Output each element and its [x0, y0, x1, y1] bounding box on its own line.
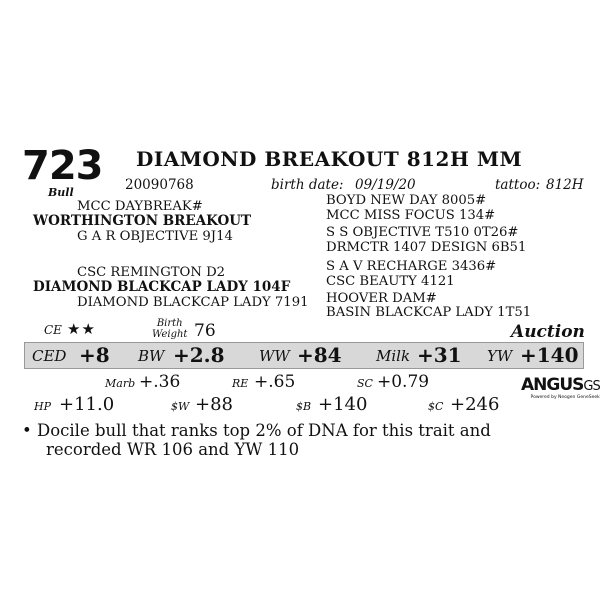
ced-label: CED: [32, 347, 67, 365]
sc-value: +0.79: [377, 372, 430, 392]
footnote: [22, 421, 491, 459]
marb-label: Marb: [105, 377, 136, 390]
b-index-value: +140: [318, 394, 368, 415]
ww-value: +84: [297, 343, 342, 367]
c-index-value: +246: [450, 394, 500, 415]
birth-date-label: birth date:: [271, 177, 344, 193]
pedigree-right-line: DRMCTR 1407 DESIGN 6B51: [326, 240, 527, 255]
c-index-label: $C: [428, 400, 444, 413]
sale-label: Auction: [511, 322, 585, 342]
re-label: RE: [232, 377, 249, 390]
lot-number: 723: [22, 143, 103, 189]
pedigree-right-line: S S OBJECTIVE T510 0T26#: [326, 225, 519, 240]
pedigree-right-line: S A V RECHARGE 3436#: [326, 259, 497, 274]
birth-weight-label-line2: Weight: [152, 329, 188, 340]
angus-logo-suffix: GS: [583, 379, 600, 394]
ce-label: CE: [44, 323, 62, 337]
animal-name: DIAMOND BREAKOUT 812H MM: [136, 147, 523, 171]
tattoo-label: tattoo:: [495, 177, 541, 193]
birth-weight-value: 76: [194, 321, 216, 341]
pedigree-right-line: HOOVER DAM#: [326, 291, 437, 306]
w-index-label: $W: [171, 400, 190, 413]
ce-stars: ★★: [67, 320, 96, 338]
yw-label: YW: [487, 347, 513, 365]
dam: DIAMOND BLACKCAP LADY 104F: [33, 279, 291, 295]
hp-value: +11.0: [59, 394, 115, 415]
sc-label: SC: [357, 377, 373, 390]
bw-label: BW: [138, 347, 165, 365]
yw-value: +140: [520, 343, 579, 367]
footnote-bullet: •: [22, 421, 32, 440]
footnote-line2: recorded WR 106 and YW 110: [46, 440, 300, 459]
angus-logo-tagline: Powered by Neogen GeneSeek: [530, 395, 600, 400]
tattoo: 812H: [546, 177, 584, 193]
milk-label: Milk: [376, 347, 411, 365]
birth-weight-label-line1: Birth: [156, 318, 183, 329]
birth-weight-label: [152, 318, 187, 340]
sire-sire: MCC DAYBREAK#: [77, 199, 203, 214]
ww-label: WW: [259, 347, 290, 365]
sire-dam: G A R OBJECTIVE 9J14: [77, 229, 233, 244]
w-index-value: +88: [195, 394, 233, 415]
dam-dam: DIAMOND BLACKCAP LADY 7191: [77, 295, 309, 310]
category-label: Bull: [48, 186, 74, 199]
birth-date: 09/19/20: [355, 177, 416, 193]
pedigree-right-line: MCC MISS FOCUS 134#: [326, 208, 496, 223]
milk-value: +31: [417, 343, 462, 367]
marb-value: +.36: [139, 372, 181, 392]
angus-logo-word: ANGUS: [521, 375, 584, 395]
dam-sire: CSC REMINGTON D2: [77, 265, 226, 280]
footnote-line1: Docile bull that ranks top 2% of DNA for this trait and: [36, 421, 491, 440]
pedigree-right-line: CSC BEAUTY 4121: [326, 274, 455, 289]
angus-gs-logo: [521, 375, 600, 400]
pedigree-right-line: BASIN BLACKCAP LADY 1T51: [326, 305, 532, 320]
b-index-label: $B: [296, 400, 312, 413]
hp-label: HP: [34, 400, 51, 413]
bw-value: +2.8: [173, 343, 225, 367]
registration-number: 20090768: [125, 177, 194, 193]
sire: WORTHINGTON BREAKOUT: [33, 213, 252, 229]
pedigree-right-line: BOYD NEW DAY 8005#: [326, 193, 487, 208]
ced-value: +8: [79, 343, 110, 367]
re-value: +.65: [254, 372, 296, 392]
